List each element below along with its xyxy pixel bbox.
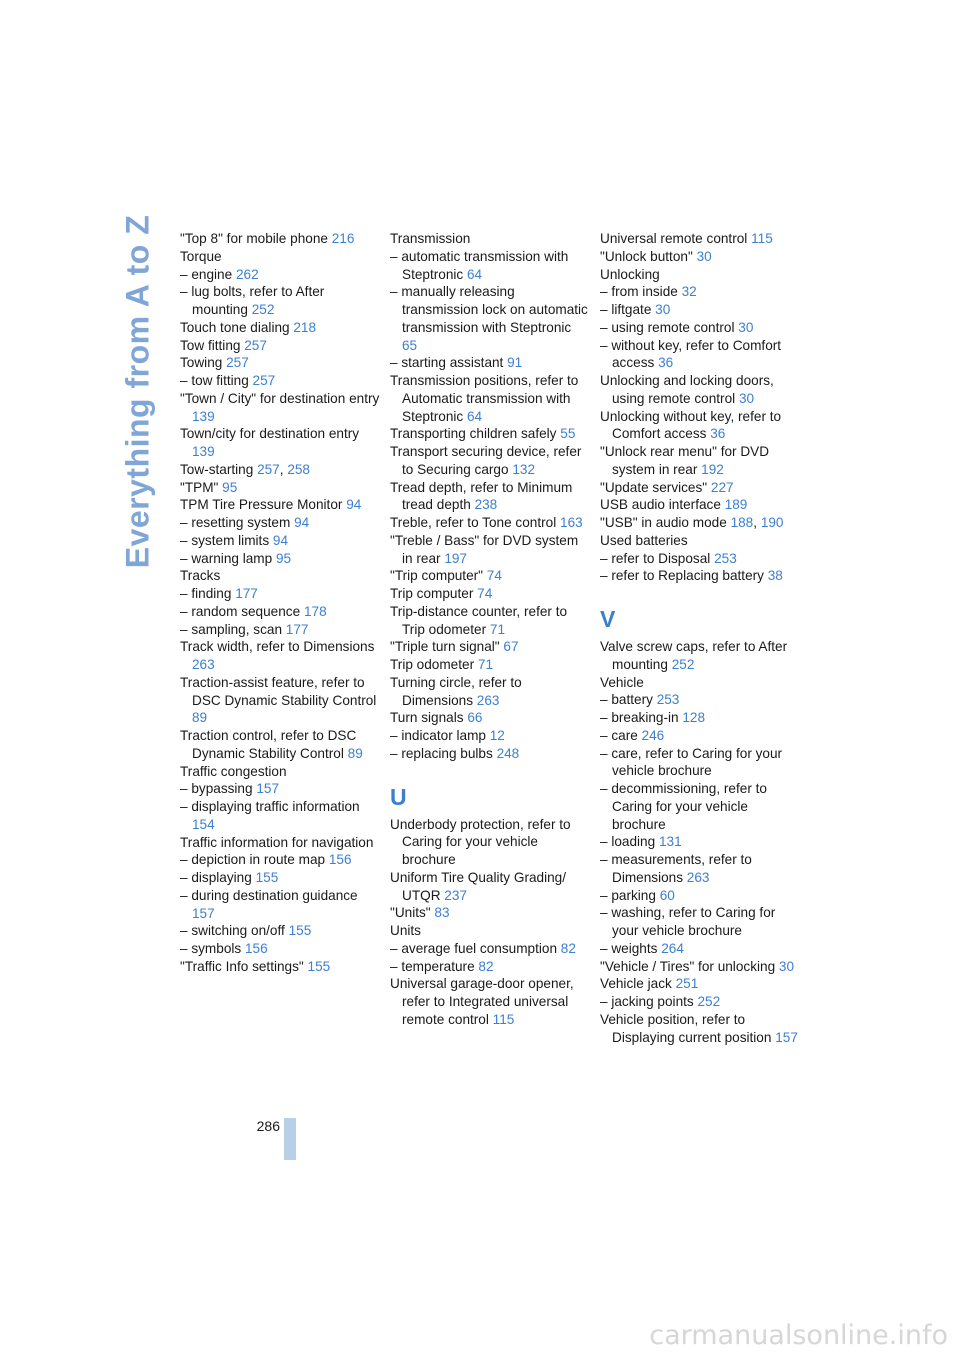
index-entry-text: – indicator lamp <box>390 728 486 743</box>
index-entry-text: – liftgate <box>600 302 652 317</box>
index-entry-text: – temperature <box>390 958 475 974</box>
index-entry-text: – battery <box>600 692 653 708</box>
index-entry <box>390 248 590 284</box>
index-entry-text: Traffic congestion <box>180 763 287 779</box>
index-entry <box>390 975 590 1028</box>
index-entry-text: – refer to Disposal <box>600 550 711 566</box>
index-entry <box>600 727 800 745</box>
page-reference-link[interactable]: 257 <box>244 337 267 353</box>
index-column-2 <box>390 230 590 1029</box>
section-letter: U <box>390 783 407 810</box>
page-reference-link[interactable]: 157 <box>192 905 215 921</box>
index-entry-text: Unlocking and locking doors, using remote control <box>600 373 774 406</box>
page-reference-link[interactable]: 139 <box>192 408 215 424</box>
index-entry <box>390 940 590 958</box>
index-entry <box>390 443 590 479</box>
page-reference-link[interactable]: 30 <box>738 390 755 406</box>
index-entry-text: "Unlock rear menu" for DVD system in rear <box>600 444 770 477</box>
page-reference-link[interactable]: 155 <box>255 870 279 885</box>
index-entry-text: – breaking-in <box>600 710 679 725</box>
page-reference-link[interactable]: 155 <box>288 923 312 939</box>
index-entry-text: – random sequence <box>180 603 301 619</box>
index-entry-text: Uniform Tire Quality Grading/ UTQR <box>390 869 567 903</box>
index-entry <box>390 532 590 568</box>
index-entry-text: – lug bolts, refer to After mounting <box>180 284 325 317</box>
page-number-bar <box>284 1118 296 1160</box>
page-reference-link[interactable]: 156 <box>328 852 352 868</box>
index-entry-text: Tracks <box>180 568 221 584</box>
index-entry <box>180 638 380 674</box>
page-reference-link[interactable]: 128 <box>682 710 706 725</box>
page-reference-link[interactable]: 248 <box>496 745 520 761</box>
page-reference-link[interactable]: 189 <box>724 497 748 513</box>
index-entry <box>180 834 380 852</box>
index-entry <box>390 603 590 639</box>
page-reference-link[interactable]: 83 <box>434 905 450 921</box>
index-entry-text: Touch tone dialing <box>180 319 290 335</box>
index-entry-text: Universal remote control <box>600 231 748 246</box>
index-entry <box>390 745 590 763</box>
index-entry <box>600 567 800 585</box>
page-reference-link[interactable]: 30 <box>696 248 712 264</box>
index-entry-text: Track width, refer to Dimensions <box>180 639 375 655</box>
index-entry <box>600 266 800 284</box>
index-entry-text: – warning lamp <box>180 550 273 566</box>
index-entry-text: – care, refer to Caring for your vehicle brochure <box>600 745 783 779</box>
page-reference-link[interactable]: 65 <box>402 337 418 353</box>
index-entry <box>390 727 590 745</box>
page-reference-link[interactable]: 251 <box>675 976 699 992</box>
index-entry <box>600 940 800 958</box>
index-entry <box>600 408 800 444</box>
index-entry <box>180 532 380 550</box>
index-entry <box>600 550 800 568</box>
index-entry <box>390 674 590 710</box>
index-entry-text: Turn signals <box>390 710 464 726</box>
index-entry <box>180 727 380 763</box>
index-entry <box>600 496 800 514</box>
page-reference-link[interactable]: 60 <box>659 887 675 903</box>
index-entry <box>180 337 380 355</box>
index-entry <box>180 266 380 284</box>
index-entry <box>180 283 380 319</box>
index-entry-text: Traffic information for navigation <box>180 834 374 850</box>
page-reference-link[interactable]: 91 <box>507 355 523 371</box>
index-entry-text: – switching on/off <box>180 923 285 939</box>
index-entry-text: Underbody protection, refer to Caring for your vehicle brochure <box>390 816 571 867</box>
index-entry-text: "Unlock button" <box>600 248 693 264</box>
index-entry <box>180 851 380 869</box>
index-entry: "USB" in audio mode 188, 190 <box>600 515 784 530</box>
index-entry-text: "Triple turn signal" <box>390 639 500 655</box>
page-reference-link[interactable]: 190 <box>760 515 784 530</box>
page-reference-link[interactable]: 177 <box>285 621 309 637</box>
index-entry-text: – sampling, scan <box>180 621 283 637</box>
index-entry-text: "Top 8" for mobile phone <box>180 231 328 246</box>
page-reference-link[interactable]: 38 <box>767 568 783 584</box>
page-reference-link[interactable]: 154 <box>192 816 215 832</box>
index-entry <box>600 904 800 940</box>
index-entry-text: – symbols <box>180 941 242 956</box>
index-entry-text: – care <box>600 727 638 743</box>
index-entry-text: "USB" in audio mode <box>600 515 727 530</box>
page-reference-link[interactable]: 238 <box>474 497 498 513</box>
page-reference-link[interactable]: 263 <box>192 657 215 672</box>
index-entry-text: – parking <box>600 887 656 903</box>
index-entry-text: Tread depth, refer to Minimum tread depth <box>390 479 573 513</box>
index-entry <box>600 230 800 248</box>
index-entry <box>600 479 800 497</box>
index-entry-text: – bypassing <box>180 781 253 797</box>
page-reference-link[interactable]: 246 <box>641 727 665 743</box>
index-entry <box>180 869 380 887</box>
index-entry <box>600 372 800 408</box>
page-reference-link[interactable]: 82 <box>478 958 494 974</box>
index-entry-text: – decommissioning, refer to Caring for your vehicle brochure <box>600 781 767 832</box>
index-entry <box>600 1011 800 1047</box>
page-reference-link[interactable]: 71 <box>489 621 506 637</box>
index-entry <box>180 887 380 923</box>
page-reference-link[interactable]: 257 <box>226 355 249 371</box>
page-reference-link[interactable]: 157 <box>775 1029 798 1045</box>
index-entry: Tow-starting 257, 258 <box>180 461 310 477</box>
index-entry-text: Vehicle jack <box>600 976 672 992</box>
index-entry <box>180 585 380 603</box>
page-reference-link[interactable]: 263 <box>686 869 710 885</box>
index-entry <box>600 638 800 674</box>
index-entry <box>180 798 380 834</box>
index-entry <box>180 567 380 585</box>
index-entry <box>600 709 800 727</box>
index-entry <box>600 283 800 301</box>
index-entry-text: "Town / City" for destination entry <box>180 390 380 406</box>
index-entry-text: TPM Tire Pressure Monitor <box>180 497 343 513</box>
index-entry-text: "Update services" <box>600 479 708 495</box>
index-entry <box>390 283 590 354</box>
page-reference-link[interactable]: 74 <box>486 568 502 584</box>
page-reference-link[interactable]: 30 <box>738 319 754 335</box>
page-reference-link[interactable]: 94 <box>272 532 289 548</box>
index-entry <box>600 443 800 479</box>
index-entry-text: Unlocking without key, refer to Comfort access <box>600 408 782 442</box>
page-reference-link[interactable]: 253 <box>714 550 737 566</box>
page-reference-link[interactable]: 177 <box>235 586 258 601</box>
index-entry-text: – resetting system <box>180 515 291 530</box>
index-entry <box>600 301 800 319</box>
index-entry-text: Vehicle <box>600 674 644 690</box>
index-entry-text: "TPM" <box>180 479 219 495</box>
index-entry <box>390 922 590 940</box>
index-entry <box>600 851 800 887</box>
index-entry-text: – displaying traffic information <box>180 799 360 814</box>
page-reference-link[interactable]: 66 <box>467 710 483 726</box>
index-entry-text: Vehicle position, refer to Displaying current position <box>600 1011 772 1045</box>
index-entry-text: "Treble / Bass" for DVD system in rear <box>390 532 579 566</box>
index-entry-text: – starting assistant <box>390 355 504 371</box>
index-entry <box>390 958 590 976</box>
index-entry <box>180 940 380 958</box>
page-reference-link[interactable]: 55 <box>560 426 576 442</box>
index-entry-text: USB audio interface <box>600 497 721 513</box>
index-entry <box>390 425 590 443</box>
index-entry-text: Transporting children safely <box>390 426 557 442</box>
page-reference-link[interactable]: 36 <box>658 355 674 371</box>
page-reference-link[interactable]: 30 <box>655 302 671 317</box>
index-column-3 <box>600 230 800 1046</box>
index-entry <box>600 691 800 709</box>
index-entry <box>390 869 590 905</box>
side-title <box>118 214 158 568</box>
index-entry <box>390 656 590 674</box>
page-reference-link[interactable]: 218 <box>293 319 317 335</box>
page-reference-link[interactable]: 156 <box>244 941 268 956</box>
index-entry-text: Used batteries <box>600 532 688 548</box>
index-entry-text: – displaying <box>180 870 252 885</box>
index-entry <box>600 958 800 976</box>
index-entry-text: – replacing bulbs <box>390 745 493 761</box>
index-entry <box>180 479 380 497</box>
index-entry-text: – jacking points <box>600 994 694 1009</box>
index-entry <box>390 585 590 603</box>
page-reference-link[interactable]: 258 <box>287 461 310 477</box>
index-entry-text: – engine <box>180 266 233 282</box>
index-entry <box>390 514 590 532</box>
index-entry <box>180 354 380 372</box>
index-entry <box>600 887 800 905</box>
index-entry-text: – loading <box>600 834 656 850</box>
index-entry-text: Trip computer <box>390 586 474 601</box>
page-reference-link[interactable]: 36 <box>710 426 726 442</box>
index-entry <box>180 390 380 426</box>
page-reference-link[interactable]: 252 <box>251 302 275 317</box>
index-entry-text: – tow fitting <box>180 373 249 388</box>
index-entry-text: – manually releasing transmission lock on automatic transmission with Steptronic <box>390 284 588 335</box>
index-entry <box>600 833 800 851</box>
page-reference-link[interactable]: 264 <box>661 940 684 956</box>
index-entry <box>180 763 380 781</box>
index-entry <box>600 337 800 373</box>
index-entry-text: – automatic transmission with Steptronic <box>390 248 569 282</box>
index-entry <box>600 745 800 781</box>
index-entry-text: Traction control, refer to DSC Dynamic Stability Control <box>180 728 357 761</box>
page-reference-link[interactable]: 115 <box>751 231 773 246</box>
index-entry <box>180 674 380 727</box>
page-reference-link[interactable]: 216 <box>331 231 355 246</box>
section-letter: V <box>600 606 616 632</box>
index-entry <box>600 674 800 692</box>
page-reference-link[interactable]: 12 <box>489 728 505 743</box>
index-entry <box>180 496 380 514</box>
page-reference-link[interactable]: 252 <box>697 994 721 1009</box>
page-reference-link[interactable]: 30 <box>778 958 795 974</box>
index-entry <box>180 603 380 621</box>
page-reference-link[interactable]: 82 <box>560 940 576 956</box>
page-reference-link[interactable]: 132 <box>512 461 536 477</box>
index-entry-text: Unlocking <box>600 266 660 282</box>
page-reference-link[interactable]: 263 <box>476 692 500 708</box>
page-reference-link[interactable]: 197 <box>444 550 467 566</box>
index-entry-text: Universal garage-door opener, refer to Integrated universal remote control <box>390 976 574 1027</box>
index-column-1 <box>180 230 380 976</box>
page-reference-link[interactable]: 155 <box>307 958 331 974</box>
index-entry-text: "Traffic Info settings" <box>180 958 304 974</box>
index-entry <box>180 514 380 532</box>
index-entry <box>600 993 800 1011</box>
index-entry-text: Towing <box>180 355 223 371</box>
page-reference-link[interactable]: 115 <box>492 1011 515 1027</box>
page-reference-link[interactable]: 257 <box>257 461 280 477</box>
index-entry-text: "Units" <box>390 905 431 921</box>
index-entry <box>390 479 590 515</box>
index-entry-text: Transmission <box>390 231 471 246</box>
page-reference-link[interactable]: 237 <box>444 887 467 903</box>
index-entry-text: Tow fitting <box>180 337 241 353</box>
index-entry <box>600 975 800 993</box>
page-reference-link[interactable]: 262 <box>235 266 259 282</box>
index-entry-text: Treble, refer to Tone control <box>390 515 557 530</box>
index-entry <box>180 372 380 390</box>
index-entry-text: Valve screw caps, refer to After mounting <box>600 639 788 672</box>
index-entry-text: – system limits <box>180 532 270 548</box>
index-entry-text: Trip odometer <box>390 657 475 672</box>
page-reference-link[interactable]: 74 <box>477 586 493 601</box>
index-entry-text: Turning circle, refer to Dimensions <box>390 674 522 708</box>
index-entry-text: Tow-starting <box>180 461 254 477</box>
index-entry <box>390 567 590 585</box>
index-entry <box>600 532 800 550</box>
page-reference-link[interactable]: 252 <box>671 656 695 672</box>
index-entry <box>390 372 590 425</box>
index-entry-text: – depiction in route map <box>180 852 326 868</box>
index-entry <box>180 248 380 266</box>
page-reference-link[interactable]: 192 <box>701 461 724 477</box>
page-reference-link[interactable]: 32 <box>681 284 697 300</box>
index-entry-text: Town/city for destination entry <box>180 426 360 442</box>
page-reference-link[interactable]: 67 <box>503 639 519 655</box>
index-entry-text: – during destination guidance <box>180 887 358 903</box>
page-reference-link[interactable]: 89 <box>192 710 208 726</box>
index-entry-text: Traction-assist feature, refer to DSC Dynamic Stability Control <box>180 674 377 708</box>
index-entry <box>390 638 590 656</box>
index-entry-text: – refer to Replacing battery <box>600 568 764 584</box>
page-reference-link[interactable]: 64 <box>467 266 483 282</box>
page-reference-link[interactable]: 178 <box>303 603 327 619</box>
index-entry-text: Units <box>390 923 421 938</box>
index-entry <box>180 922 380 940</box>
page-number: 286 <box>256 1118 280 1134</box>
page-reference-link[interactable]: 139 <box>192 444 215 459</box>
page-reference-link[interactable]: 71 <box>477 657 494 672</box>
page-reference-link[interactable]: 94 <box>346 497 362 513</box>
index-entry-text: Transmission positions, refer to Automatic transmission with Steptronic <box>390 373 579 424</box>
index-entry-text: – measurements, refer to Dimensions <box>600 852 752 885</box>
index-entry-text: – finding <box>180 586 232 601</box>
index-entry-text: Torque <box>180 248 222 264</box>
index-entry-text: "Trip computer" <box>390 568 483 584</box>
page-reference-link[interactable]: 89 <box>347 745 363 761</box>
page-reference-link[interactable]: 64 <box>467 408 483 424</box>
index-entry <box>600 319 800 337</box>
index-entry-text: – average fuel consumption <box>390 940 558 956</box>
index-entry-text: Trip-distance counter, refer to Trip odometer <box>390 603 568 637</box>
index-entry-text: – weights <box>600 940 658 956</box>
page-reference-link[interactable]: 131 <box>658 834 682 850</box>
watermark: carmanualsonline.info <box>649 1320 948 1351</box>
page-reference-link[interactable]: 163 <box>560 515 583 530</box>
index-entry <box>180 958 380 976</box>
index-entry <box>600 248 800 266</box>
index-entry <box>390 230 590 248</box>
index-entry-text: – from inside <box>600 284 678 300</box>
page-reference-link[interactable]: 94 <box>294 515 310 530</box>
page-reference-link[interactable]: 95 <box>275 550 292 566</box>
page-reference-link[interactable]: 227 <box>710 479 734 495</box>
index-entry-text: "Vehicle / Tires" for unlocking <box>600 958 776 974</box>
page-reference-link[interactable]: 257 <box>252 373 276 388</box>
index-entry-text: – washing, refer to Caring for your vehicle brochure <box>600 905 776 938</box>
page-reference-link[interactable]: 253 <box>656 692 680 708</box>
side-title-text: Everything from A to Z <box>119 214 156 568</box>
index-entry <box>180 550 380 568</box>
index-entry <box>180 621 380 639</box>
index-entry <box>600 780 800 833</box>
index-entry-text: – without key, refer to Comfort access <box>600 337 782 371</box>
page-reference-link[interactable]: 188 <box>730 515 754 530</box>
page-reference-link[interactable]: 157 <box>256 781 280 797</box>
index-entry <box>390 354 590 372</box>
index-entry <box>180 230 380 248</box>
index-entry <box>180 425 380 461</box>
index-entry-text: Transport securing device, refer to Securing cargo <box>390 444 582 477</box>
index-entry <box>390 904 590 922</box>
index-entry <box>390 709 590 727</box>
index-entry <box>180 319 380 337</box>
index-entry <box>180 780 380 798</box>
page-reference-link[interactable]: 95 <box>222 479 238 495</box>
index-entry-text: – using remote control <box>600 319 735 335</box>
index-entry <box>390 816 590 869</box>
